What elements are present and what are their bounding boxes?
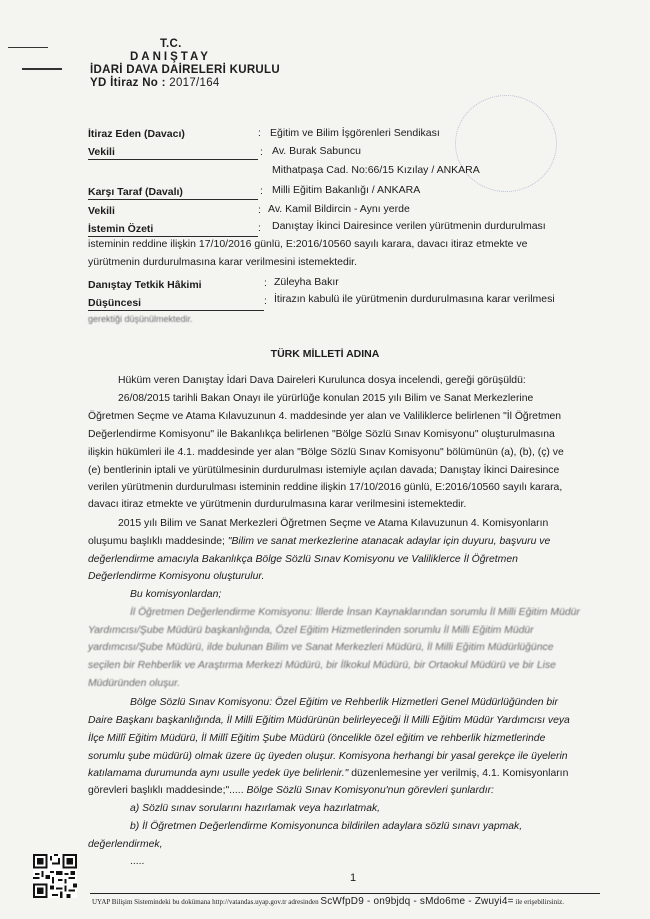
- tetkik-hakimi-value: Züleyha Bakır: [274, 276, 339, 288]
- vekili-label-2: Vekili: [88, 205, 115, 217]
- vekili-label: Vekili: [88, 146, 115, 158]
- istemin-ozeti-l1: Danıştay İkinci Dairesince verilen yürütmenin durdurulması: [272, 220, 546, 232]
- body-p2-l3: Değerlendirme Komisyonu" ile Bakanlıkça belirlenen "Bölge Sözlü Sınav Komisyonu" oluşturulmasına: [88, 429, 555, 440]
- body-p2-l4: ilişkin hükümleri ile 4.1. maddesinde yer alan "Bölge Sözlü Sınav Komisyonu" bölümünün (a), (b), (ç) ve: [88, 447, 564, 458]
- yd-label: YD İtiraz No :: [90, 77, 166, 89]
- document-page: T.C. DANIŞTAY İDARİ DAVA DAİRELERİ KURULU YD İtiraz No : 2017/164 İtiraz Eden (Davacı) : Eğitim ve Bilim İşgörenleri Sendikası Vekili : Av. Burak Sabuncu Mithatpaşa Cad. No:66/15 Kızılay / ANKARA Karşı Taraf (Davalı) : Milli Eğitim Bakanlığı / ANKARA Vekili : Av. Kamil Bildircin - Aynı yerde İstemin Özeti : Danıştay İkinci Dairesince verilen yürütmenin durdurulması isteminin reddine ilişkin 17/10/2016 günlü, E:2016/10560 sayılı karara, davacı itiraz etmekte ve yürütmenin durdurulmasına karar verilmesini istemektedir. Danıştay Tetkik Hâkimi : Züleyha Bakır Düşüncesi : İtirazın kabulü ile yürütmenin durdurulmasına karar verilmesi gerektiği düşünülmektedir. TÜRK MİLLETİ ADINA Hüküm veren Danıştay İdari Dava Daireleri Kurulunca dosya incelendi, gereği görüşüldü: 26/08/2015 tarihli Bakan Onayı ile yürürlüğe konulan 2015 yılı Bilim ve Sanat Merkezlerine Öğretmen Seçme ve Atama Kılavuzunun 4. maddesinde yer alan ve Valiliklerce belirlenen "İl Öğretmen Değerlendirme Komisyonu" ile Bakanlıkça belirlenen "Bölge Sözlü Sınav Komisyonu" oluşturulmasına ilişkin hükümleri ile 4.1. maddesinde yer alan "Bölge Sözlü Sınav Komisyonu" bölümünün (a), (b), (ç) ve (e) bentlerinin iptali ve yürütülmesinin durdurulması istemiyle açılan davada; Danıştay İkinci Dairesince verilen yürütmenin durdurulması isteminin reddine ilişkin 17/10/2016 günlü, E:2016/10560 sayılı karara, davacı itiraz etmekte ve yürütmenin durdurulmasına karar verilmesini istemektedir. 2015 yılı Bilim ve Sanat Merkezleri Öğretmen Seçme ve Atama Kılavuzunun 4. Komisyonların oluşumu başlıklı maddesinde; "Bilim ve sanat merkezlerine atanacak adaylar için duyuru, başvuru ve değerlendirme amacıyla Bakanlıkça Bölge Sözlü Sınav Komisyonu ve Valiliklerce İl Öğretmen Değerlendirme Komisyonu oluşturulur. Bu komisyonlardan; İl Öğretmen Değerlendirme Komisyonu: İllerde İnsan Kaynaklarından sorumlu İl Milli Eğitim Müdür Yardımcısı/Şube Müdürü başkanlığında, Özel Eğitim Hizmetlerinden sorumlu İl Milli Eğitim Müdür yardımcısı/Şube Müdürü, ilde bulunan Bilim ve Sanat Merkezleri Müdürü, İl Milli Eğitim Müdürlüğünce seçilen bir Rehberlik ve Araştırma Merkezi Müdürü, bir İlkokul Müdürü, bir Ortaokul Müdürü ve bir Lise Müdüründen oluşur. Bölge Sözlü Sınav Komisyonu: Özel Eğitim ve Rehberlik Hizmetleri Genel Müdürlüğünden bir Daire Başkanı başkanlığında, İl Milli Eğitim Müdürünün belirleyeceği İl Milli Eğitim Müdür Yardımcısı veya İlçe Millî Eğitim Müdürü, İl Millî Eğitim Şube Müdürü (öncelikle özel eğitim ve rehberlik hizmetlerinde sorumlu şube müdürü) olmak üzere üç üyeden oluşur. Komisyona herhangi bir yasal gerekçe ile üyelerin katılamama durumunda aynı usulle yedek üye belirlenir." düzenlemesine yer verilmiş, 4.1. Komisyonların görevleri başlıklı maddesinde;"..... Bölge Sözlü Sınav Komisyonu'nun görevleri şunlardır: a) Sözlü sınav sorularını hazırlamak veya hazırlatmak, b) İl Öğretmen Değerlendirme Komisyonunca bildirilen adaylara sözlü sınavı yapmak, değerlendirmek, ..... 1 UYAP Bilişim Sistemindeki bu dokümana http://vatandas.uyap.gov.tr adresinden ScWfpD9 - on9bjdq - sMdo6me - Zwuyi4= ile erişebilirsiniz.: [0, 0, 650, 919]
- body-p6-l6b: Bölge Sözlü Sınav Komisyonu'nun görevleri şunlardır:: [243, 785, 494, 796]
- vekili-address: Mithatpaşa Cad. No:66/15 Kızılay / ANKARA: [272, 164, 480, 176]
- body-p6-l5a: katılamama durumunda aynı usulle yedek üye belirlenir.": [88, 768, 349, 779]
- itiraz-eden-value: Eğitim ve Bilim İşgörenleri Sendikası: [270, 127, 440, 139]
- seal-stamp: [455, 95, 557, 192]
- document-header: [90, 38, 280, 90]
- istemin-ozeti-l3: yürütmenin durdurulmasına karar verilmesini istemektedir.: [88, 256, 358, 268]
- kurul-heading: İDARİ DAVA DAİRELERİ KURULU: [90, 64, 280, 76]
- footer-access-code: ScWfpD9 - on9bjdq - sMdo6me - Zwuyi4=: [320, 896, 514, 907]
- qr-code: [33, 854, 77, 898]
- body-p6-l4: sorumlu şube müdürü) olmak üzere üç üyeden oluşur. Komisyona herhangi bir yasal gerekçe ile üyelerin: [88, 751, 568, 762]
- body-p5-l2: Yardımcısı/Şube Müdürü başkanlığında, Özel Eğitim Hizmetlerinden sorumlu İl Milli Eğitim Müdür: [88, 625, 534, 636]
- page-number: 1: [350, 872, 357, 884]
- body-p3-l3: değerlendirme amacıyla Bakanlıkça Bölge Sözlü Sınav Komisyonu ve Valiliklerce İl Öğretmen: [88, 554, 518, 565]
- body-p8-l2: değerlendirmek,: [88, 839, 163, 850]
- underline: [88, 199, 258, 200]
- body-p5-l3: yardımcısı/Şube Müdürü, ilde bulunan Bilim ve Sanat Merkezleri Müdürü, İl Milli Eğitim Müdürlüğünce: [88, 642, 554, 653]
- tetkik-hakimi-label: Danıştay Tetkik Hâkimi: [88, 279, 202, 291]
- footer: [92, 896, 564, 907]
- margin-mark: [8, 47, 48, 48]
- footer-text-2: ile erişebilirsiniz.: [515, 898, 564, 906]
- yd-value: 2017/164: [169, 77, 220, 89]
- dusuncesi-l2: gerektiği düşünülmektedir.: [88, 314, 193, 324]
- body-p3-l4: Değerlendirme Komisyonu oluşturulur.: [88, 571, 265, 582]
- body-p3-l2a: oluşumu başlıklı maddesinde;: [88, 536, 228, 547]
- body-p6-l3: İlçe Millî Eğitim Müdürü, İl Millî Eğitim Şube Müdürü (öncelikle özel eğitim ve rehberlik hizmetlerinde: [88, 733, 546, 744]
- body-p2-l2: Öğretmen Seçme ve Atama Kılavuzunun 4. maddesinde yer alan ve Valiliklerce belirlenen "İl Öğretmen: [88, 411, 562, 422]
- dusuncesi-l1: İtirazın kabulü ile yürütmenin durdurulmasına karar verilmesi: [274, 293, 555, 305]
- itiraz-eden-label: İtiraz Eden (Davacı): [88, 128, 185, 140]
- body-p7: a) Sözlü sınav sorularını hazırlamak veya hazırlatmak,: [130, 803, 381, 814]
- vekili-value-2: Av. Kamil Bildircin - Aynı yerde: [268, 203, 410, 215]
- footer-rule: [90, 893, 600, 894]
- vekili-value: Av. Burak Sabuncu: [272, 145, 361, 157]
- body-p2-l6: verilen yürütmenin durdurulması isteminin reddine ilişkin 17/10/2016 günlü, E:2016/10560 sayılı karara,: [88, 482, 563, 493]
- body-p1: Hüküm veren Danıştay İdari Dava Daireleri Kurulunca dosya incelendi, gereği görüşüldü:: [118, 375, 526, 386]
- body-p4: Bu komisyonlardan;: [130, 589, 222, 600]
- istemin-ozeti-label: İstemin Özeti: [88, 223, 154, 235]
- body-p9: .....: [130, 856, 145, 867]
- istemin-ozeti-l2: isteminin reddine ilişkin 17/10/2016 günlü, E:2016/10560 sayılı karara, davacı itiraz etmekte ve: [88, 238, 528, 250]
- karsi-taraf-value: Milli Eğitim Bakanlığı / ANKARA: [272, 184, 421, 196]
- body-p3-l1: 2015 yılı Bilim ve Sanat Merkezleri Öğretmen Seçme ve Atama Kılavuzunun 4. Komisyonların: [118, 518, 549, 529]
- body-p2-l1: 26/08/2015 tarihli Bakan Onayı ile yürürlüğe konulan 2015 yılı Bilim ve Sanat Merkezlerine: [118, 393, 534, 404]
- body-p5-l4: seçilen bir Rehberlik ve Araştırma Merkezi Müdürü, bir İlkokul Müdürü, bir Ortaokul Müdürü ve bir Lise: [88, 660, 556, 671]
- footer-text-1: UYAP Bilişim Sistemindeki bu dokümana http://vatandas.uyap.gov.tr adresinden: [92, 898, 319, 906]
- body-p6-l5b: düzenlemesine yer verilmiş, 4.1. Komisyonların: [348, 768, 569, 779]
- body-p6-l6a: görevleri başlıklı maddesinde;".....: [88, 785, 244, 796]
- body-p5-l5: Müdüründen oluşur.: [88, 678, 181, 689]
- tc-heading: T.C.: [160, 38, 182, 50]
- turk-milleti-adina-title: TÜRK MİLLETİ ADINA: [270, 348, 380, 360]
- underline: [88, 159, 258, 160]
- body-p2-l7: davacı itiraz etmekte ve yürütmenin durdurulmasına karar verilmesini istemektedir.: [88, 499, 467, 510]
- body-p3-l2b: "Bilim ve sanat merkezlerine atanacak adaylar için duyuru, başvuru ve: [227, 536, 551, 547]
- margin-mark: [22, 68, 62, 70]
- karsi-taraf-label: Karşı Taraf (Davalı): [88, 186, 183, 198]
- body-p2-l5: (e) bentlerinin iptali ve yürütülmesinin durdurulması istemiyle açılan davada; Danıştay İkinci Dairesince: [88, 465, 560, 476]
- dusuncesi-label: Düşüncesi: [88, 297, 142, 309]
- body-p5-l1: İl Öğretmen Değerlendirme Komisyonu: İllerde İnsan Kaynaklarından sorumlu İl Milli Eğitim Müdür: [130, 607, 580, 618]
- body-p8-l1: b) İl Öğretmen Değerlendirme Komisyonunca bildirilen adaylara sözlü sınavı yapmak,: [130, 821, 523, 832]
- underline: [88, 236, 258, 237]
- body-p6-l1: Bölge Sözlü Sınav Komisyonu: Özel Eğitim ve Rehberlik Hizmetleri Genel Müdürlüğünden bir: [130, 697, 558, 708]
- underline: [88, 310, 264, 311]
- danistay-heading: DANIŞTAY: [130, 51, 211, 63]
- yd-itiraz-no: [90, 77, 280, 90]
- body-p6-l2: Daire Başkanı başkanlığında, İl Milli Eğitim Müdürünün belirleyeceği İl Milli Eğitim Müdür Yardımcısı veya: [88, 715, 570, 726]
